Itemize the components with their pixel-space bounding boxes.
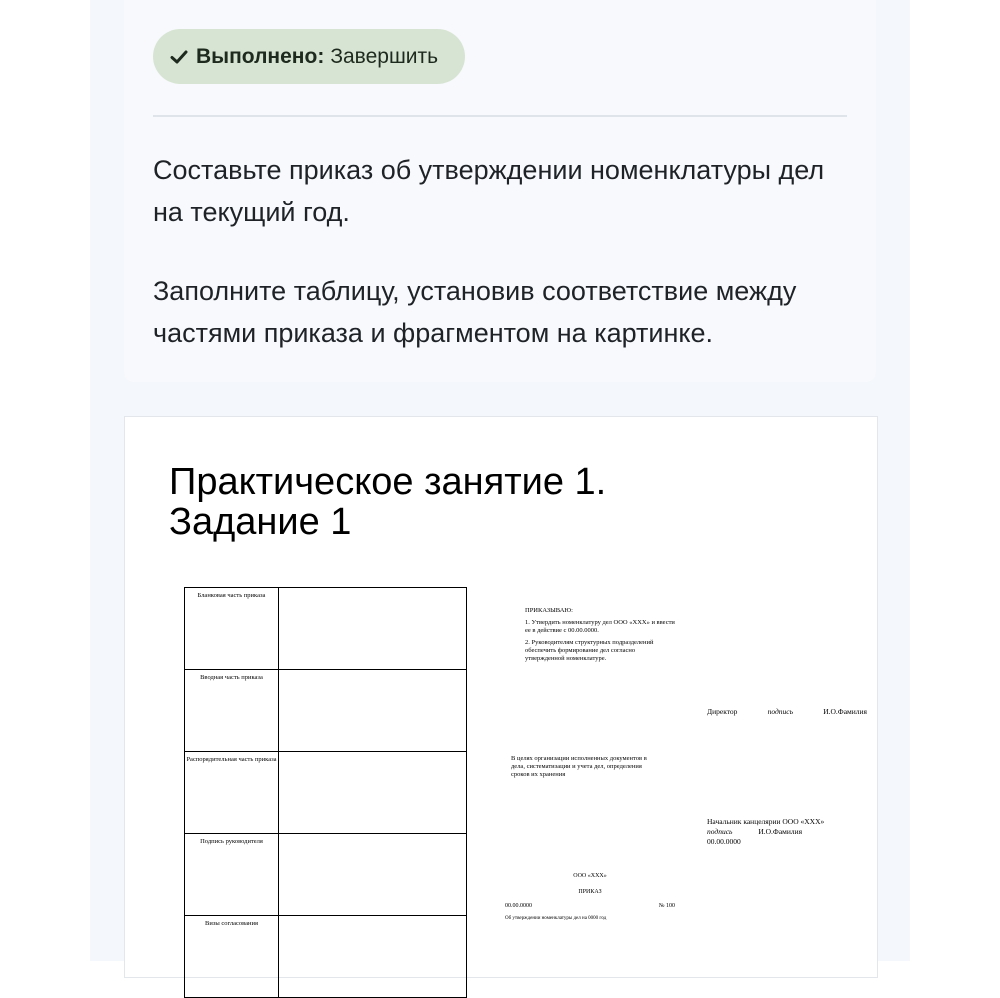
- completion-status-badge[interactable]: [153, 29, 465, 84]
- directive-item-2: 2. Руководителям структурных подразделений обеспечить формирование дел согласно утвержденной номенклатуре.: [525, 639, 654, 662]
- status-done-label: Выполнено: [196, 44, 318, 68]
- table-row-label: Распорядительная часть приказа: [185, 752, 279, 834]
- visa-sign-line: [707, 827, 857, 837]
- visa-position: Начальник канцелярии ООО «ХХХ»: [707, 817, 825, 826]
- slide-title-line-1: Практическое занятие 1.: [169, 461, 607, 503]
- table-row: [185, 588, 467, 670]
- table-row: [185, 752, 467, 834]
- header-title: Об утверждении номенклатуры дел на 0000 год: [505, 916, 607, 921]
- task-instruction-1: Составьте приказ об утверждении номенклатуры дел на текущий год.: [153, 155, 825, 227]
- status-colon: :: [317, 44, 325, 68]
- table-answer-cell: [279, 834, 467, 916]
- directive-heading: ПРИКАЗЫВАЮ:: [525, 607, 573, 614]
- header-org: ООО «ХХХ»: [573, 873, 607, 879]
- table-row-label: Бланковая часть приказа: [185, 588, 279, 670]
- table-answer-cell: [279, 752, 467, 834]
- slide-title-line-2: Задание 1: [169, 501, 352, 543]
- table-answer-cell: [279, 916, 467, 998]
- task-instruction-2: Заполните таблицу, установив соответствие между частями приказа и фрагментом на картинке.: [153, 276, 797, 348]
- approval-visa-fragment: [707, 817, 857, 847]
- order-header-fragment: [505, 872, 675, 922]
- visa-signature: подпись: [707, 827, 733, 836]
- directive-item-1: 1. Утвердить номенклатуру дел ООО «ХХХ» и ввести ее в действие с 00.00.0000.: [525, 619, 675, 634]
- table-row: [185, 916, 467, 998]
- table-row-label: Вводная часть приказа: [185, 670, 279, 752]
- header-date: 00.00.0000: [505, 903, 532, 909]
- status-action-label: Завершить: [330, 44, 439, 68]
- signature-mark: подпись: [767, 707, 794, 716]
- header-number: № 100: [658, 903, 675, 909]
- order-directive-fragment: [525, 607, 675, 667]
- table-answer-cell: [279, 588, 467, 670]
- header-date-number-row: [505, 902, 675, 910]
- visa-name: И.О.Фамилия: [758, 827, 803, 836]
- header-doc-type: ПРИКАЗ: [578, 889, 602, 895]
- table-row-label: Визы согласования: [185, 916, 279, 998]
- visa-date: 00.00.0000: [707, 837, 741, 846]
- table-row: [185, 670, 467, 752]
- table-answer-cell: [279, 670, 467, 752]
- director-signature-fragment: [707, 707, 867, 716]
- divider: [153, 115, 847, 117]
- checkmark-icon: [170, 48, 188, 66]
- slide-title: [169, 462, 606, 542]
- order-intro-fragment: В целях организации исполненных документов в дела, систематизации и учета дел, определения сроков их хранения: [511, 755, 647, 778]
- signature-position: Директор: [707, 707, 738, 716]
- task-slide-image: [124, 416, 878, 978]
- table-row: [185, 834, 467, 916]
- table-row-label: Подпись руководителя: [185, 834, 279, 916]
- signature-name: И.О.Фамилия: [823, 707, 867, 716]
- order-parts-table: [184, 587, 467, 998]
